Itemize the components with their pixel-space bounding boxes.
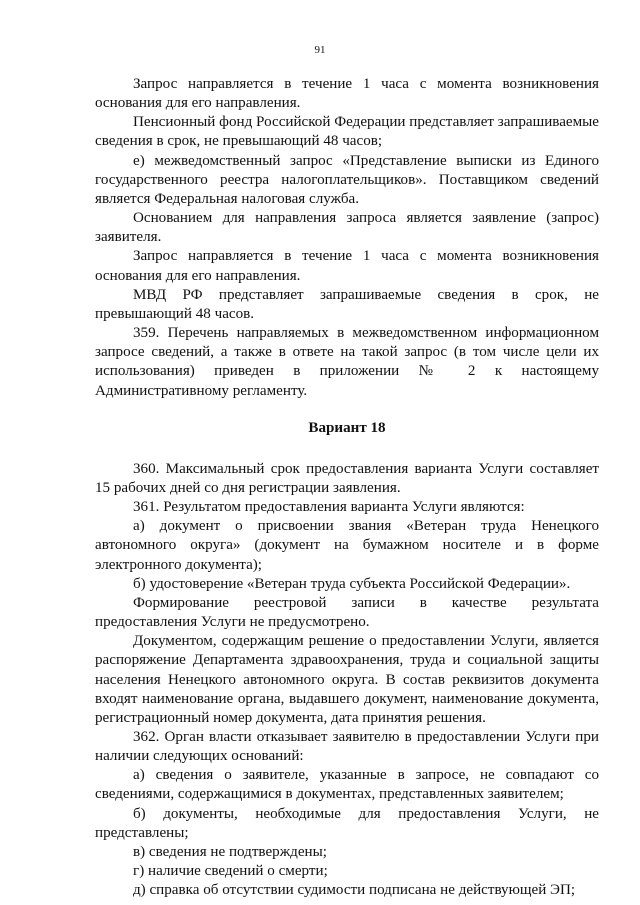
paragraph: е) межведомственный запрос «Представление выписки из Единого государственного реестра налогоплательщиков». Поставщиком сведений является Федеральная налоговая служба. (95, 152, 599, 207)
paragraph: 360. Максимальный срок предоставления варианта Услуги составляет 15 рабочих дней со дня регистрации заявления. (95, 460, 599, 496)
paragraph: Пенсионный фонд Российской Федерации представляет запрашиваемые сведения в срок, не превышающий 48 часов; (95, 114, 599, 150)
paragraph: МВД РФ представляет запрашиваемые сведения в срок, не превышающий 48 часов. (95, 286, 599, 322)
paragraph: Основанием для направления запроса является заявление (запрос) заявителя. (95, 210, 599, 246)
page-number: 91 (314, 44, 326, 56)
list-item: д) справка об отсутствии судимости подписана не действующей ЭП; (133, 882, 576, 899)
list-item: б) удостоверение «Ветеран труда субъекта Российской Федерации». (133, 575, 571, 592)
paragraph: 362. Орган власти отказывает заявителю в предоставлении Услуги при наличии следующих оснований: (95, 729, 599, 765)
list-item: б) документы, необходимые для предоставления Услуги, не представлены; (95, 805, 599, 841)
list-item: а) документ о присвоении звания «Ветеран труда Ненецкого автономного округа» (документ на бумажном носителе и в форме электронного документа); (95, 518, 599, 573)
paragraph: Документом, содержащим решение о предоставлении Услуги, является распоряжение Департамента здравоохранения, труда и социальной защиты населения Ненецкого автономного округа. В состав реквизитов документа входят наименование органа, выдавшего документ, наименование документа, регистрационный номер документа, дата принятия решения. (95, 633, 599, 726)
list-item: а) сведения о заявителе, указанные в запросе, не совпадают со сведениями, содержащимися в документах, представленных заявителем; (95, 767, 599, 803)
list-item: в) сведения не подтверждены; (133, 843, 327, 860)
paragraph: 359. Перечень направляемых в межведомственном информационном запросе сведений, а также в ответе на такой запрос (в том числе цели их использования) приведен в приложении № 2 к настоящему Административному регламенту. (95, 325, 599, 399)
paragraph: Запрос направляется в течение 1 часа с момента возникновения основания для его направления. (95, 248, 599, 284)
document-body (95, 75, 599, 900)
section-heading: Вариант 18 (308, 419, 386, 436)
paragraph: Запрос направляется в течение 1 часа с момента возникновения основания для его направления. (95, 76, 599, 112)
list-item: г) наличие сведений о смерти; (133, 863, 328, 880)
paragraph: 361. Результатом предоставления варианта Услуги являются: (133, 499, 525, 516)
paragraph: Формирование реестровой записи в качестве результата предоставления Услуги не предусмотрено. (95, 594, 599, 631)
